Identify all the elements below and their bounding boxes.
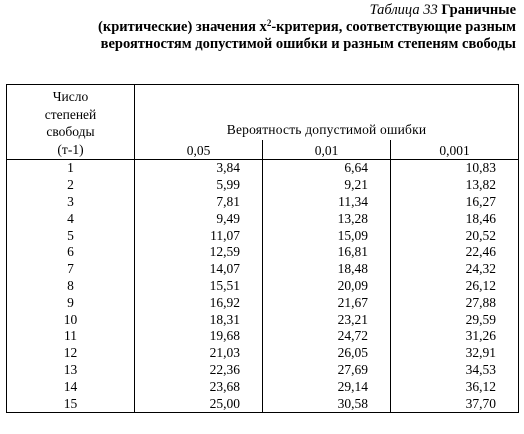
value-cell: 25,00 (135, 395, 263, 412)
value-cell: 5,99 (135, 177, 263, 194)
df-cell: 9 (7, 294, 135, 311)
value-cell: 24,72 (263, 328, 391, 345)
table-caption (16, 2, 516, 53)
df-cell: 4 (7, 210, 135, 227)
table-row (7, 210, 519, 227)
value-cell: 12,59 (135, 244, 263, 261)
value-cell: 11,07 (135, 227, 263, 244)
value-cell: 20,09 (263, 278, 391, 295)
value-cell: 36,12 (391, 378, 519, 395)
table-row (7, 177, 519, 194)
value-cell: 22,46 (391, 244, 519, 261)
table-row (7, 244, 519, 261)
column-header-005: 0,05 (135, 140, 263, 160)
column-header-0001: 0,001 (391, 140, 519, 160)
value-cell: 34,53 (391, 362, 519, 379)
df-header-line: свободы (46, 124, 95, 139)
table-row (7, 362, 519, 379)
value-cell: 14,07 (135, 261, 263, 278)
df-cell: 13 (7, 362, 135, 379)
value-cell: 30,58 (263, 395, 391, 412)
value-cell: 23,68 (135, 378, 263, 395)
value-cell: 16,92 (135, 294, 263, 311)
df-cell: 7 (7, 261, 135, 278)
value-cell: 31,26 (391, 328, 519, 345)
caption-line-3: вероятностям допустимой ошибки и разным степеням свободы (100, 36, 516, 52)
value-cell: 29,14 (263, 378, 391, 395)
table-row (7, 311, 519, 328)
value-cell: 9,49 (135, 210, 263, 227)
table-row (7, 194, 519, 211)
value-cell: 16,81 (263, 244, 391, 261)
value-cell: 21,03 (135, 345, 263, 362)
value-cell: 7,81 (135, 194, 263, 211)
table-row (7, 378, 519, 395)
df-cell: 8 (7, 278, 135, 295)
value-cell: 13,28 (263, 210, 391, 227)
value-cell: 16,27 (391, 194, 519, 211)
caption-title-chi: (критические) значения x (98, 19, 267, 35)
df-cell: 2 (7, 177, 135, 194)
value-cell: 20,52 (391, 227, 519, 244)
caption-title-criterion: -критерия, соответствующие разным (271, 19, 516, 35)
caption-title-start: Граничные (441, 2, 516, 18)
table-row (7, 227, 519, 244)
value-cell: 18,48 (263, 261, 391, 278)
value-cell: 32,91 (391, 345, 519, 362)
value-cell: 27,69 (263, 362, 391, 379)
table-row (7, 261, 519, 278)
df-cell: 6 (7, 244, 135, 261)
df-cell: 10 (7, 311, 135, 328)
value-cell: 10,83 (391, 160, 519, 177)
critical-values-table (6, 84, 519, 413)
table-row (7, 328, 519, 345)
df-cell: 14 (7, 378, 135, 395)
value-cell: 22,36 (135, 362, 263, 379)
df-header-line: степеней (44, 106, 97, 122)
table-body (7, 160, 519, 413)
caption-superscript: 2 (266, 18, 272, 28)
value-cell: 27,88 (391, 294, 519, 311)
column-header-001: 0,01 (263, 140, 391, 160)
value-cell: 21,67 (263, 294, 391, 311)
df-cell: 11 (7, 328, 135, 345)
df-header-line: (т-1) (57, 141, 84, 157)
value-cell: 19,68 (135, 328, 263, 345)
caption-table-number: Таблица 33 (369, 2, 438, 18)
caption-line-1 (16, 2, 516, 19)
value-cell: 24,32 (391, 261, 519, 278)
value-cell: 13,82 (391, 177, 519, 194)
value-cell: 15,09 (263, 227, 391, 244)
caption-line-2 (16, 19, 516, 36)
table-row (7, 395, 519, 412)
value-cell: 26,05 (263, 345, 391, 362)
value-cell: 37,70 (391, 395, 519, 412)
probability-header: Вероятность допустимой ошибки (135, 85, 519, 140)
degrees-of-freedom-header (7, 85, 135, 160)
table-row (7, 345, 519, 362)
table-row (7, 160, 519, 177)
value-cell: 18,46 (391, 210, 519, 227)
table-row (7, 278, 519, 295)
value-cell: 11,34 (263, 194, 391, 211)
value-cell: 29,59 (391, 311, 519, 328)
value-cell: 23,21 (263, 311, 391, 328)
df-cell: 12 (7, 345, 135, 362)
value-cell: 18,31 (135, 311, 263, 328)
header-row-1 (7, 85, 519, 140)
df-cell: 15 (7, 395, 135, 412)
df-cell: 5 (7, 227, 135, 244)
df-header-line: Число (52, 89, 89, 104)
df-cell: 1 (7, 160, 135, 177)
value-cell: 15,51 (135, 278, 263, 295)
value-cell: 9,21 (263, 177, 391, 194)
table-row (7, 294, 519, 311)
value-cell: 6,64 (263, 160, 391, 177)
value-cell: 26,12 (391, 278, 519, 295)
value-cell: 3,84 (135, 160, 263, 177)
df-cell: 3 (7, 194, 135, 211)
